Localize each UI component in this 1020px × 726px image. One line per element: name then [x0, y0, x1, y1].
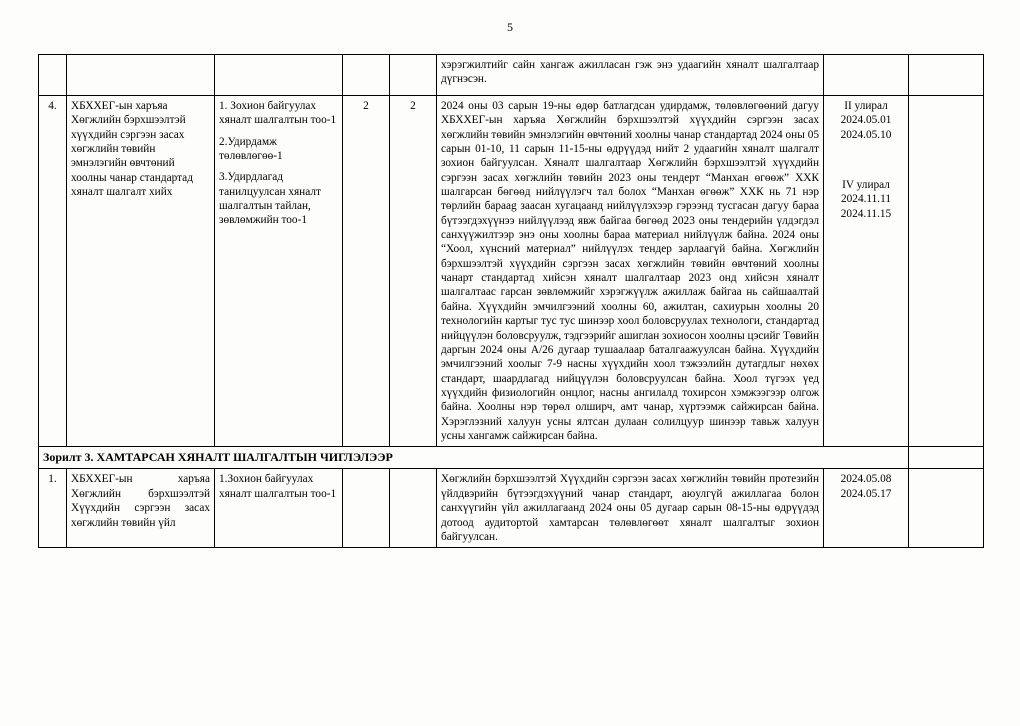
row-number: 4. [39, 96, 67, 447]
row-indicator [215, 469, 343, 548]
row-activity: ХБХХЕГ-ын харъяа Хөгжлийн бэрхшээлтэй хүүхдийн сэргээн засах хөгжлийн төвийн эмнэлэгийн өвчтөний хоолны чанар стандартад хяналт шалгалт хийх [67, 96, 215, 447]
row-number [39, 55, 67, 96]
date-end: 2024.05.10 [840, 128, 892, 141]
row-count-actual [390, 55, 437, 96]
row-dates [824, 469, 909, 548]
row-description: хэрэгжилтийг сайн хангаж ажилласан гэж энэ удаагийн хяналт шалгалтаар дүгнэсэн. [437, 55, 824, 96]
indicator-part: 1. Зохион байгуулах хяналт шалгалтын тоо-1 [219, 100, 337, 127]
date-end: 2024.11.15 [840, 207, 892, 220]
row-description: 2024 оны 03 сарын 19-ны өдөр батлагдсан удирдамж, төлөвлөгөөний дагуу ХБХХЕГ-ын харъяа Хөгжлийн бэрхшээлтэй хүүхдийн сэргээн засах хөгжлийн төвийн эмнэлэгийн өвчтөний хоолны чанар стандартад 2024 оны 05 сарын 01-10, 11 сарын 11-15-ны өдрүүдэд нийт 2 удаагийн хяналт шалгалт зохион байгуулсан. Хяналт шалгалтаар Хөгжлийн бэрхшээлтэй хүүхдийн сэргээн засах хөгжлийн төвийн 2023 оны тендерт “Манхан өгөөж” ХХК шалгарсан бөгөөд нийлүүлэгч тал болох “Манхан өгөөж” ХХК нь 71 нэр төрлийн бараag заасан хугацаанд нийлүүлэхээр гэрээнд тусгасан дагуу бараа бүтээгдэхүүнээ нийлүүлээд явж байгаа бөгөөд 2023 оны тендерийн үлдэгдэл санхүүжилтээр энэ оны хоолны бараа материал нийлүүлж байна. 2024 оны “Хоол, хүнсний материал” нийлүүлэх тендер зарлаагүй байна. Хөгжлийн бэрхшээлтэй хүүхдийн сэргээн засах хөгжлийн төвийн өвчтөний хоолны чанарт стандартад хийсэн хяналт шалгалтаар 2023 онд хийсэн хяналт шалгалтаас гарсан зөвлөмжийг хэрэгжүүлж ажиллаж байгаа нь сайшаалтай байна. Хүүхдийн эмчилгээний хоолны 60, ажилтан, сахиурын хоолны 20 технологийн картыг тус тус шинээр хоол боловсруулах технологи, стандартад нийцүүлэн боловсруулж, тэдгээрийг ашиглан зохиосон хоолны цэсийг Төвийн даргын 2024 оны А/26 дугаар тушаалаар баталгаажуулсан байна. Хүүхдийн эмчилгээний хоолыг 7-9 насны хүүхдийн хоол тэжээлийн дутагдлыг нөхөх стандарт, шаардлагад нийцүүлэн боловсруулсан байна. Хоол түгээх үед хүүхдийн физиологийн онцлог, насны ангилалд тохирсон хэмжээгээр олгож байна. Хоолны нэр төрөл олширч, амт чанар, хүртээмж сайжирсан байна. Хэрэглэзний халуун усны ялтсан дулаан солилцуур шинээр тавьж халуун усны хангамж сайжирсан байна. [437, 96, 824, 447]
inspection-plan-table [38, 54, 983, 548]
indicator-part: 2.Удирдамж төлөвлөгөө-1 [219, 135, 283, 163]
page-number: 5 [507, 20, 513, 34]
row-number: 1. [39, 469, 67, 548]
table-row [39, 55, 984, 96]
doc-table [38, 54, 984, 548]
section-title: Зорилт 3. ХАМТАРСАН ХЯНАЛТ ШАЛГАЛТЫН ЧИГЛЭЛЭЭР [39, 447, 909, 469]
row-activity: ХБХХЕГ-ын харъяа Хөгжлийн бэрхшээлтэй Хүүхдийн сэргээн засах хөгжлийн төвийн үйл [67, 469, 215, 548]
section-header-row [39, 447, 984, 469]
date-start: 2024.05.08 [840, 473, 892, 486]
row-dates [824, 96, 909, 447]
row-activity [67, 55, 215, 96]
row-indicator [215, 96, 343, 447]
date-start: 2024.05.01 [840, 114, 892, 127]
date-spacer [828, 142, 904, 178]
row-note [909, 96, 984, 447]
row-note [909, 55, 984, 96]
indicator-part: 1.Зохион байгуулах хяналт шалгалтын тоо-1 [219, 473, 337, 500]
row-count-plan [343, 55, 390, 96]
date-start: 2024.11.11 [841, 193, 891, 206]
row-count-plan [343, 469, 390, 548]
table-row [39, 469, 984, 548]
indicator-part: 3.Удирдлагад танилцуулсан хяналт шалгалтын тайлан, зөвлөмжийн тоо-1 [219, 171, 321, 227]
row-count-actual [390, 469, 437, 548]
date-quarter: II улирал [844, 100, 888, 112]
row-dates [824, 55, 909, 96]
row-note [909, 469, 984, 548]
row-count-actual: 2 [390, 96, 437, 447]
table-row [39, 96, 984, 447]
row-description: Хөгжлийн бэрхшээлтэй Хүүхдийн сэргээн засах хөгжлийн төвийн протезийн үйлдвэрийн бүтээгдэхүүний чанар стандарт, аюулгүй ажиллагаа болон санхүүгийн үйл ажиллагаанд 2024 оны 05 дугаар сарын 08-15-ны өдрүүдэд дотоод аудитортой хамтарсан төлөвлөгөөт хяналт шалгалтыг зохион байгуулсан. [437, 469, 824, 548]
row-indicator [215, 55, 343, 96]
date-quarter: IV улирал [842, 179, 890, 192]
section-note [909, 447, 984, 469]
row-count-plan: 2 [343, 96, 390, 447]
date-end: 2024.05.17 [840, 487, 892, 500]
